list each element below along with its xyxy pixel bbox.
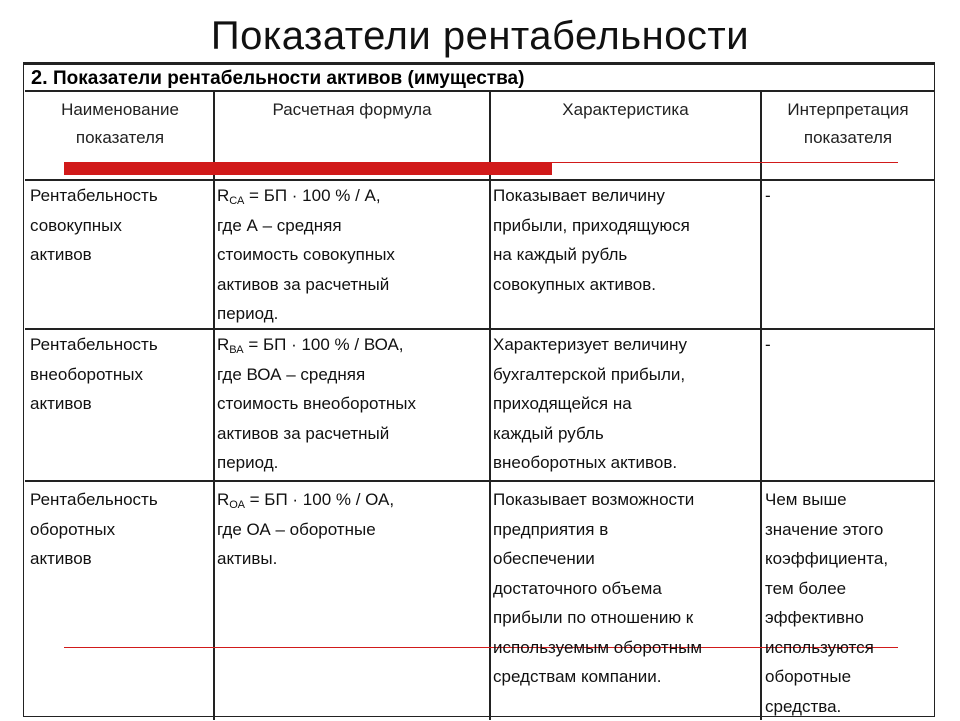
table-row-2-formula: $R_{ВА}$ = БП · 100 % / ВОА, где ВОА – средняя стоимость внеоборотных активов за расчетный период. (217, 335, 417, 472)
row-divider (25, 179, 935, 181)
header-name: Наименование показателя (61, 100, 179, 147)
header-interpretation: Интерпретация показателя (787, 100, 909, 147)
section-number: 2. (31, 67, 48, 89)
table-row-1-name: Рентабельность совокупных активов (30, 186, 158, 264)
table-row-2-characteristic: Характеризует величину бухгалтерской прибыли, приходящейся на каждый рубль внеоборотных активов. (493, 335, 688, 472)
section-title: Показатели рентабельности активов (имущества) (52, 68, 525, 89)
column-divider (213, 90, 215, 720)
header-formula: Расчетная формула (272, 100, 432, 119)
table-row-3-name: Рентабельность оборотных активов (30, 490, 158, 568)
column-divider (489, 90, 491, 720)
table-row-1-formula: $R_{СА}$ = БП · 100 % / А, где А – средняя стоимость совокупных активов за расчетный период. (217, 186, 395, 323)
slide-title: Показатели рентабельности (210, 14, 750, 58)
table-row-3-formula: $R_{ОА}$ = БП · 100 % / ОА, где ОА – оборотные активы. (217, 490, 395, 568)
table-row-3-interpretation: Чем выше значение этого коэффициента, тем более эффективно используются оборотные средства. (765, 490, 889, 716)
table-row-3-characteristic: Показывает возможности предприятия в обеспечении достаточного объема прибыли по отношению к используемым оборотным средствам компании. (493, 490, 703, 686)
heading-divider (25, 90, 935, 92)
column-divider (760, 90, 762, 720)
row-divider (25, 328, 935, 330)
table-row-1-interpretation: - (765, 186, 771, 205)
table-row-2-name: Рентабельность внеоборотных активов (30, 335, 158, 413)
table-row-1-characteristic: Показывает величину прибыли, приходящуюся на каждый рубль совокупных активов. (493, 186, 690, 294)
section-heading (31, 67, 524, 90)
red-accent-line (552, 162, 898, 163)
table-row-2-interpretation: - (765, 335, 771, 354)
row-divider (25, 480, 935, 482)
red-accent-bar (64, 162, 552, 175)
header-characteristic: Характеристика (562, 100, 689, 119)
frame-top-rule (23, 62, 935, 65)
